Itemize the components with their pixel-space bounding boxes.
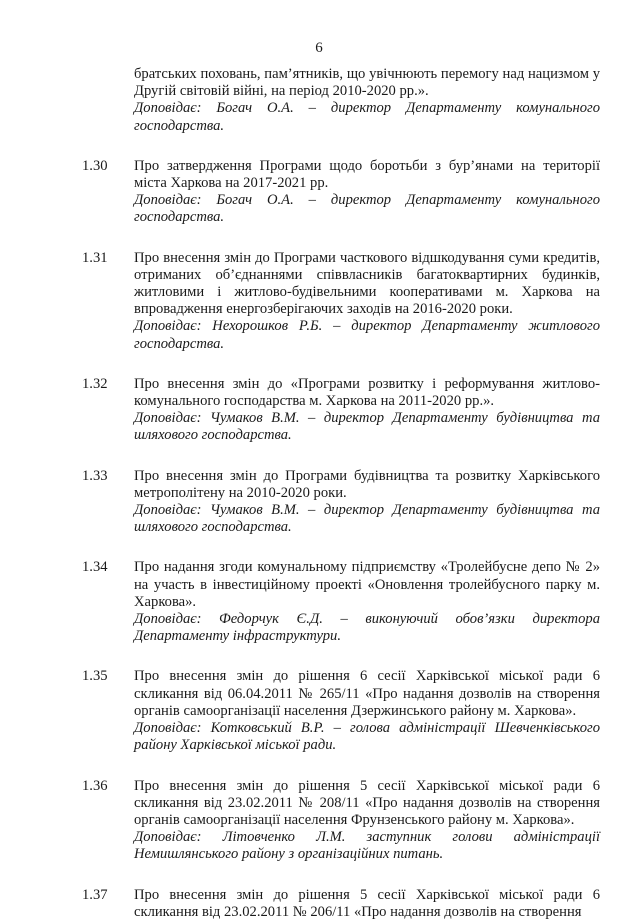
item-title: Про надання згоди комунальному підприємству «Тролейбусне депо № 2» на участь в інвестиційному проекті «Оновлення тролейбусного парку м. Харкова». <box>134 559 600 610</box>
item-title: Про внесення змін до рішення 6 сесії Харківської міської ради 6 скликання від 06.04.2011 № 265/11 «Про надання дозволів на створення органів самоорганізації населення Дзержинського району м. Харкова». <box>134 668 600 719</box>
continued-item-title: братських поховань, пам’ятників, що увічнюють перемогу над нацизмом у Другій світовій війні, на період 2010-2020 рр.». <box>134 66 600 100</box>
item-number: 1.36 <box>82 777 108 794</box>
agenda-list <box>82 66 602 921</box>
item-speaker: Доповідає: Чумаков В.М. – директор Департаменту будівництва та шляхового господарства. <box>134 410 600 444</box>
item-title: Про затвердження Програми щодо боротьби з бур’янами на території міста Харкова на 2017-2021 рр. <box>134 157 600 192</box>
item-speaker: Доповідає: Чумаков В.М. – директор Департаменту будівництва та шляхового господарства. <box>134 502 600 536</box>
page-number: 6 <box>315 40 323 56</box>
item-number: 1.34 <box>82 559 108 576</box>
item-number: 1.37 <box>82 886 108 903</box>
item-title: Про внесення змін до Програми часткового відшкодування суми кредитів, отриманих об’єднаннями співвласників багатоквартирних будинків, житловими і житлово-будівельними кооперативами м. Харкова на впровадження енергозберігаючих заходів на 2016-2020 роки. <box>134 249 600 318</box>
item-speaker: Доповідає: Федорчук Є.Д. – виконуючий обов’язки директора Департаменту інфраструктури. <box>134 611 600 645</box>
agenda-item-1-35 <box>82 668 602 754</box>
item-speaker: Доповідає: Літовченко Л.М. заступник голови адміністрації Немишлянського району з організаційних питань. <box>134 829 600 863</box>
agenda-item-1-30 <box>82 158 602 227</box>
item-title: Про внесення змін до рішення 5 сесії Харківської міської ради 6 скликання від 23.02.2011 № 206/11 «Про надання дозволів на створення <box>134 886 600 920</box>
item-number: 1.33 <box>82 467 108 484</box>
agenda-item-1-34 <box>82 559 602 645</box>
item-speaker: Доповідає: Котковський В.Р. – голова адміністрації Шевченківського району Харківської міської ради. <box>134 720 600 754</box>
item-number: 1.30 <box>82 157 108 174</box>
item-number: 1.32 <box>82 375 108 392</box>
item-title: Про внесення змін до «Програми розвитку і реформування житлово-комунального господарства м. Харкова на 2011-2020 рр.». <box>134 375 600 410</box>
item-speaker: Доповідає: Нехорошков Р.Б. – директор Департаменту житлового господарства. <box>134 318 600 352</box>
item-speaker: Доповідає: Богач О.А. – директор Департаменту комунального господарства. <box>134 192 600 226</box>
continued-item-speaker: Доповідає: Богач О.А. – директор Департаменту комунального господарства. <box>134 100 600 134</box>
agenda-item-1-31 <box>82 250 602 353</box>
item-number: 1.31 <box>82 249 108 266</box>
item-number: 1.35 <box>82 668 108 685</box>
agenda-item-1-36 <box>82 778 602 864</box>
item-title: Про внесення змін до Програми будівництва та розвитку Харківського метрополітену на 2010-2020 роки. <box>134 467 600 501</box>
agenda-item-1-37 <box>82 887 602 921</box>
agenda-item-1-33 <box>82 468 602 537</box>
continued-item <box>134 66 600 135</box>
agenda-item-1-32 <box>82 376 602 445</box>
item-title: Про внесення змін до рішення 5 сесії Харківської міської ради 6 скликання від 23.02.2011 № 208/11 «Про надання дозволів на створення органів самоорганізації населення Фрунзенського району м. Харкова». <box>134 777 600 828</box>
